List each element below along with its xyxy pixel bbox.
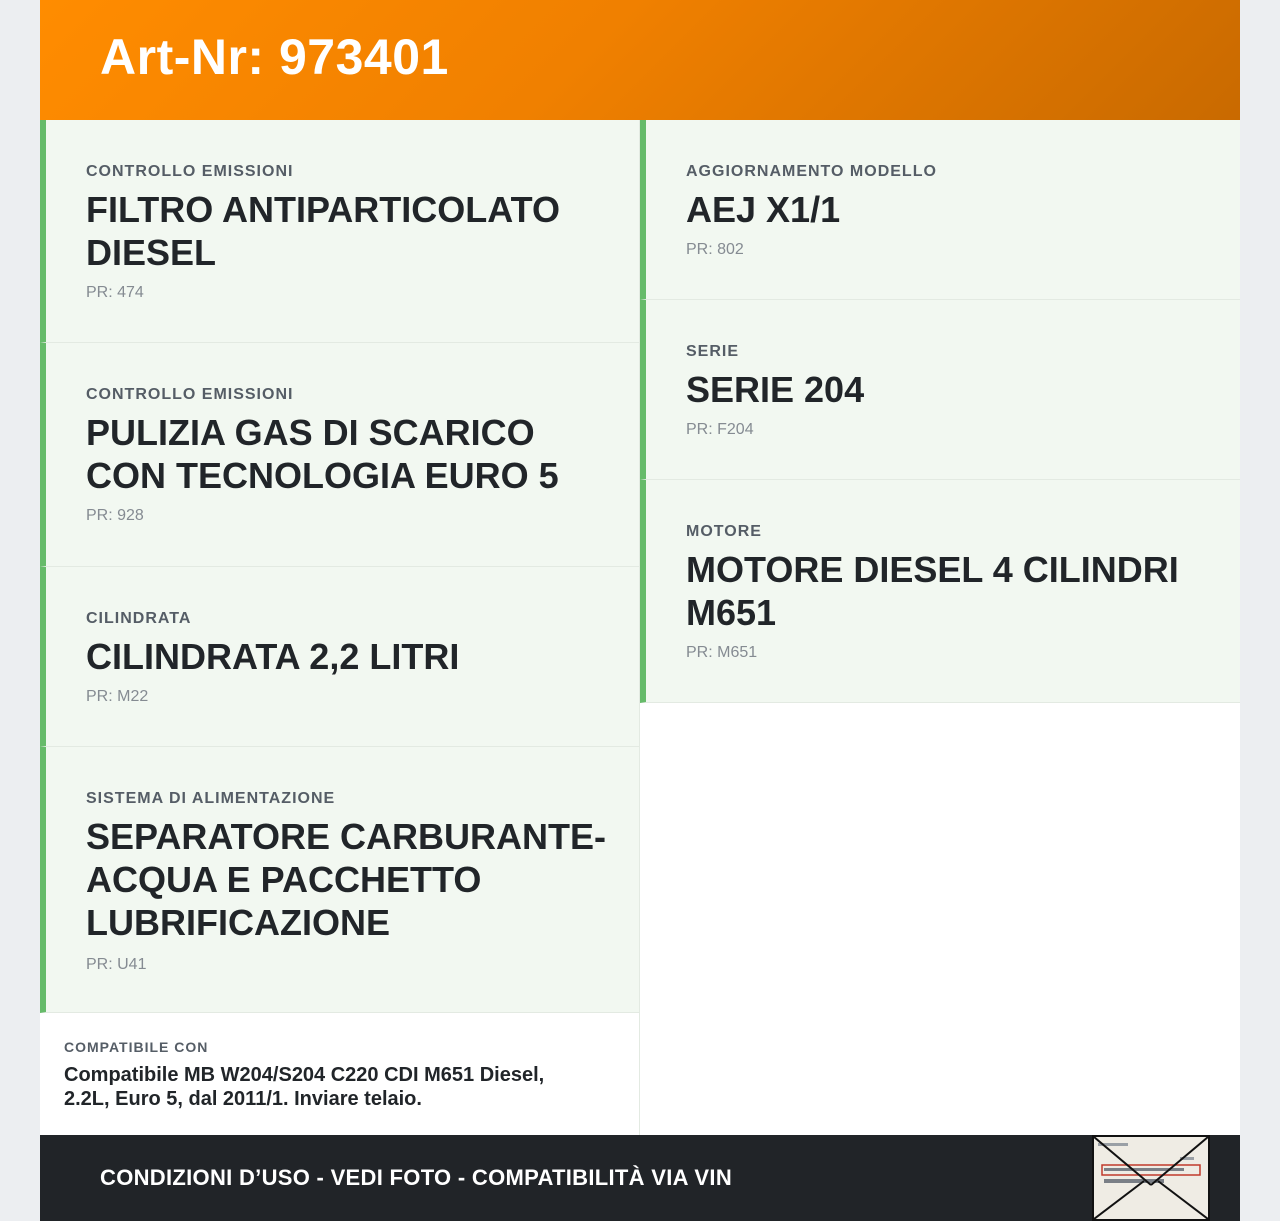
compatibility-box xyxy=(40,1013,640,1135)
spec-category: CILINDRATA xyxy=(86,610,192,627)
spec-pr-code: PR: M22 xyxy=(86,688,149,705)
footer-text: CONDIZIONI D’USO - VEDI FOTO - COMPATIBILITÀ VIA VIN xyxy=(100,1165,733,1190)
spec-title: FILTRO ANTIPARTICOLATO DIESEL xyxy=(86,189,560,273)
right-column xyxy=(640,120,1240,703)
header-bar xyxy=(40,0,1240,120)
spec-pr-code: PR: 474 xyxy=(86,284,144,301)
spec-card xyxy=(40,120,640,343)
compatibility-label: COMPATIBILE CON xyxy=(64,1039,209,1055)
left-column xyxy=(40,120,640,1013)
spec-card xyxy=(640,120,1240,300)
spec-title: MOTORE DIESEL 4 CILINDRI M651 xyxy=(686,549,1179,633)
label-photo-thumbnail-icon[interactable] xyxy=(1092,1135,1210,1221)
spec-pr-code: PR: 802 xyxy=(686,241,744,258)
spec-pr-code: PR: U41 xyxy=(86,956,147,973)
compatibility-text: Compatibile MB W204/S204 C220 CDI M651 Diesel, 2.2L, Euro 5, dal 2011/1. Inviare telaio. xyxy=(64,1064,545,1110)
footer-bar xyxy=(40,1135,1240,1221)
spec-card xyxy=(40,343,640,567)
spec-title: PULIZIA GAS DI SCARICO CON TECNOLOGIA EURO 5 xyxy=(86,412,559,496)
spec-category: CONTROLLO EMISSIONI xyxy=(86,386,294,403)
spec-card xyxy=(640,480,1240,703)
spec-pr-code: PR: M651 xyxy=(686,644,758,661)
spec-category: SISTEMA DI ALIMENTAZIONE xyxy=(86,790,336,807)
spec-card xyxy=(640,300,1240,480)
spec-title: CILINDRATA 2,2 LITRI xyxy=(86,636,460,677)
spec-title: AEJ X1/1 xyxy=(686,189,841,230)
spec-category: CONTROLLO EMISSIONI xyxy=(86,163,294,180)
spec-category: MOTORE xyxy=(686,523,762,540)
spec-category: SERIE xyxy=(686,343,740,360)
spec-title: SERIE 204 xyxy=(686,369,865,410)
page xyxy=(40,0,1240,1221)
page-title: Art-Nr: 973401 xyxy=(100,29,449,85)
spec-title: SEPARATORE CARBURANTE- ACQUA E PACCHETTO LUBRIFICAZIONE xyxy=(86,816,607,943)
spec-category: AGGIORNAMENTO MODELLO xyxy=(686,163,937,180)
spec-card xyxy=(40,747,640,1013)
spec-pr-code: PR: F204 xyxy=(686,421,754,438)
spec-pr-code: PR: 928 xyxy=(86,507,144,524)
spec-card xyxy=(40,567,640,747)
thumbnail-image-icon xyxy=(1094,1137,1208,1219)
